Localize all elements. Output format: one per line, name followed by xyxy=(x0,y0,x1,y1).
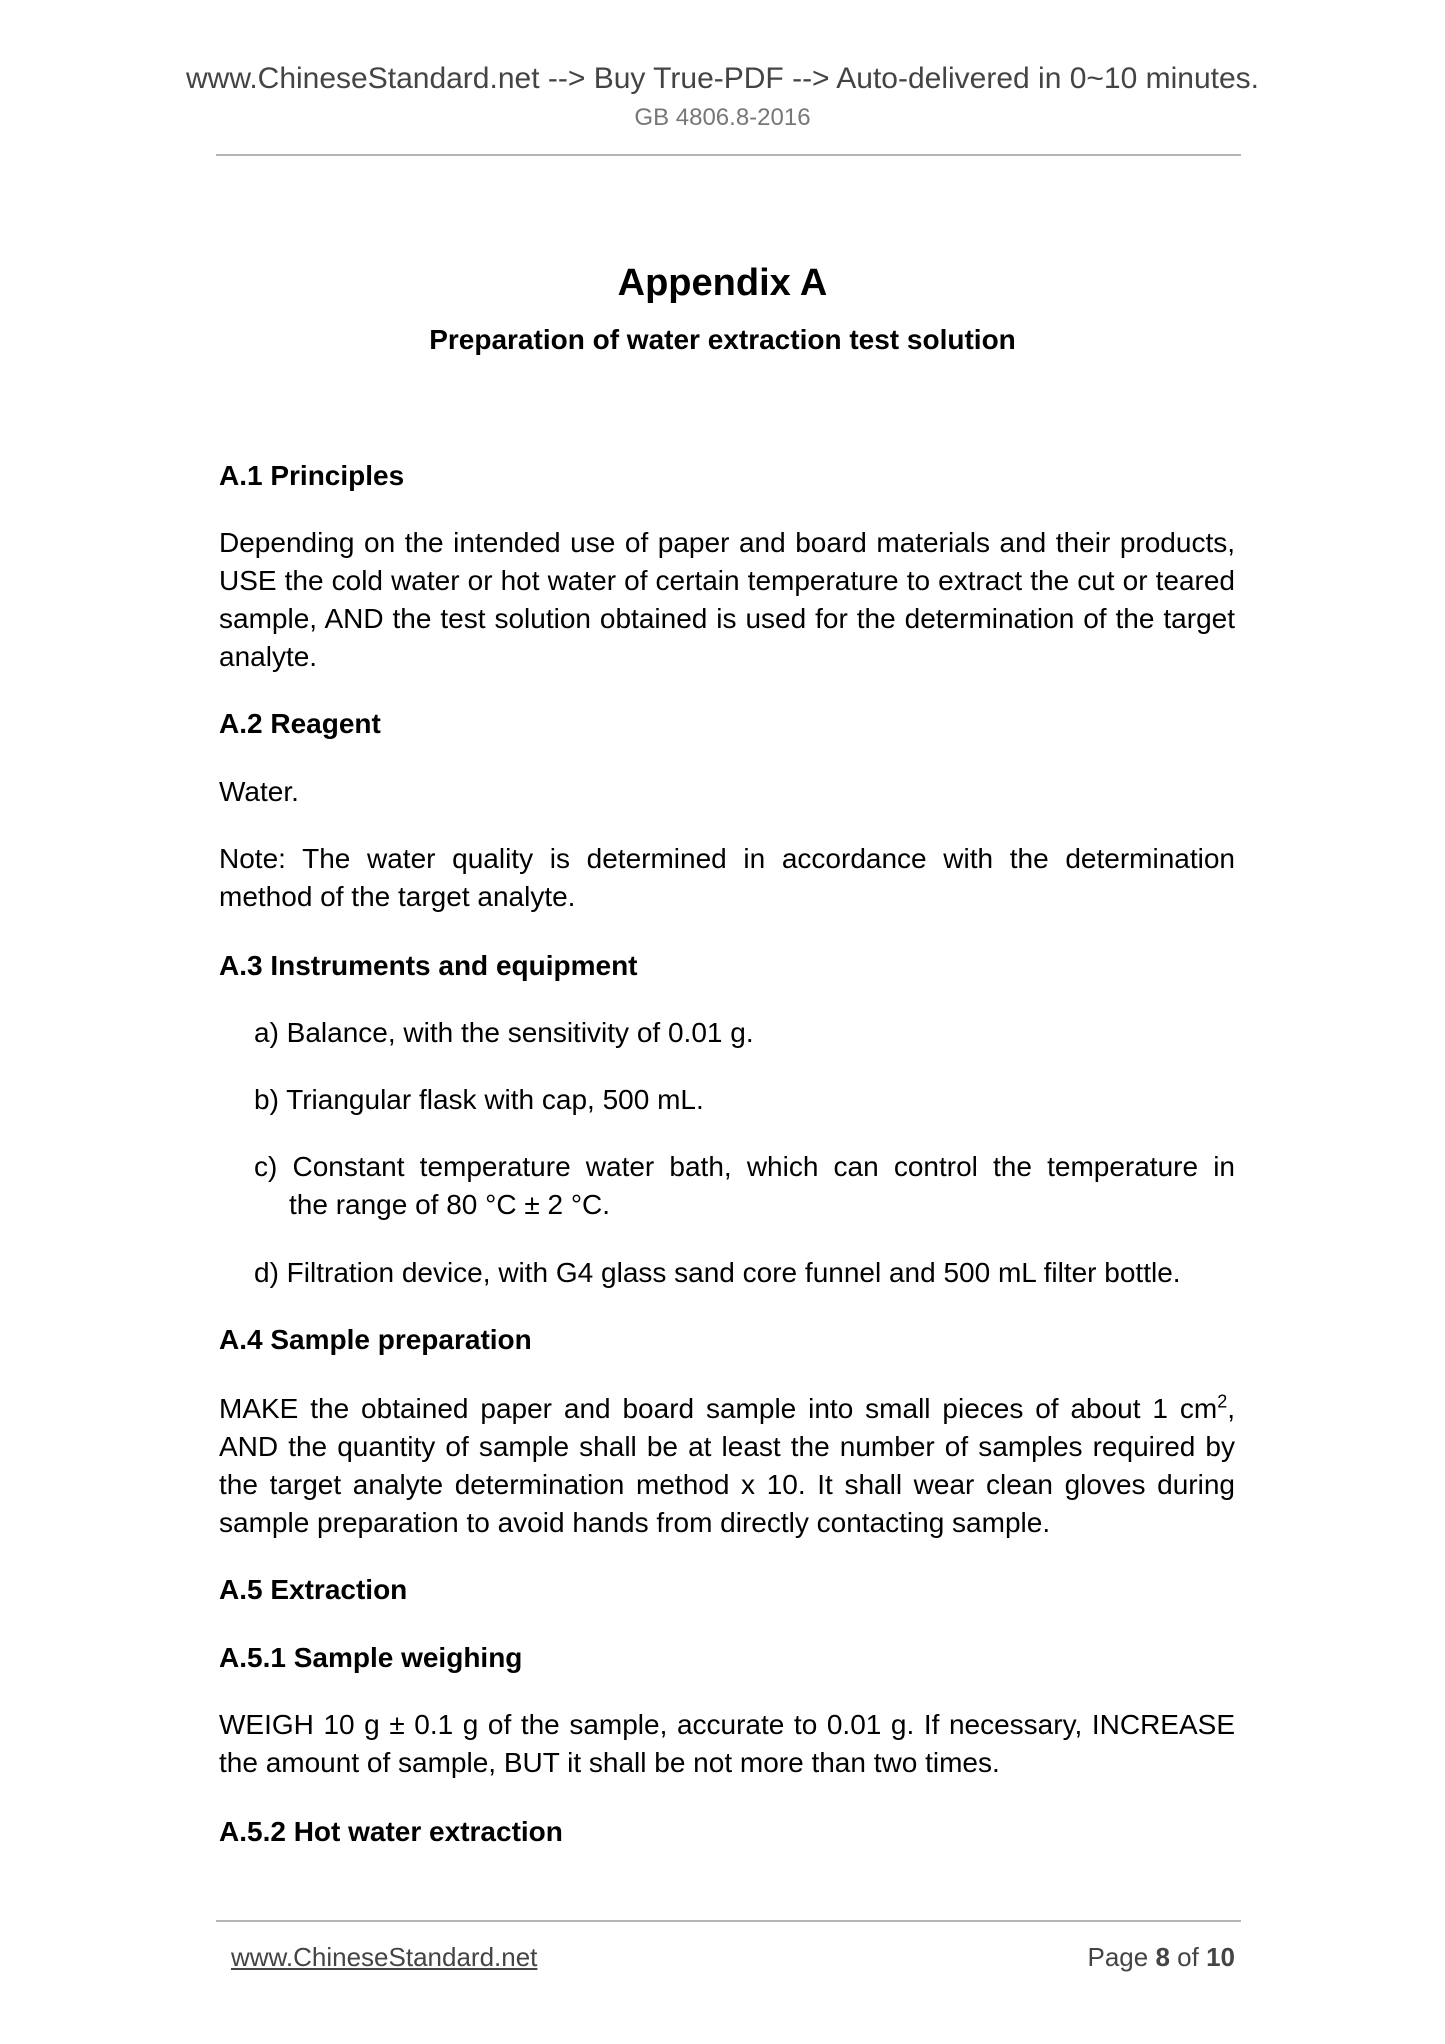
standard-number: GB 4806.8-2016 xyxy=(634,104,811,131)
paragraph-a51: WEIGH 10 g ± 0.1 g of the sample, accurate to 0.01 g. If necessary, INCREASE the amount of sample, BUT it shall be not more than two times. xyxy=(219,1709,1235,1778)
paragraph-a4 xyxy=(219,1390,1235,1542)
list-item: b) Triangular flask with cap, 500 mL. xyxy=(254,1084,704,1115)
footer-divider xyxy=(216,1920,1241,1922)
section-heading-a4: A.4 Sample preparation xyxy=(219,1324,532,1355)
paragraph-text: , AND the quantity of sample shall be at least the number of samples required by the target analyte determination method x 10. It shall wear clean gloves during sample preparation to avoid hands from directly contacting sample. xyxy=(219,1393,1235,1538)
paragraph-text: MAKE the obtained paper and board sample into small pieces of about 1 cm xyxy=(219,1393,1218,1424)
superscript: 2 xyxy=(1217,1391,1228,1412)
header-divider xyxy=(216,154,1241,156)
page-subtitle: Preparation of water extraction test solution xyxy=(429,324,1016,355)
section-heading-a52: A.5.2 Hot water extraction xyxy=(219,1816,563,1847)
section-heading-a51: A.5.1 Sample weighing xyxy=(219,1642,523,1673)
list-item: d) Filtration device, with G4 glass sand core funnel and 500 mL filter bottle. xyxy=(254,1257,1181,1288)
section-heading-a5: A.5 Extraction xyxy=(219,1574,408,1605)
section-heading-a2: A.2 Reagent xyxy=(219,708,381,739)
note-a2: Note: The water quality is determined in accordance with the determination method of the target analyte. xyxy=(219,843,1235,912)
page-title: Appendix A xyxy=(617,262,828,304)
page-label: Page xyxy=(1087,1942,1149,1972)
list-item-line: the range of 80 °C ± 2 °C. xyxy=(289,1189,611,1220)
list-item xyxy=(254,1148,1235,1224)
current-page: 8 xyxy=(1155,1942,1170,1972)
page-number xyxy=(1087,1940,1235,1974)
list-item-line: c) Constant temperature water bath, which can control the temperature in xyxy=(254,1151,1235,1182)
section-heading-a3: A.3 Instruments and equipment xyxy=(219,950,638,981)
header-banner: www.ChineseStandard.net --> Buy True-PDF --> Auto-delivered in 0~10 minutes. xyxy=(185,62,1260,95)
total-pages: 10 xyxy=(1206,1942,1235,1972)
of-label: of xyxy=(1177,1942,1199,1972)
footer-link[interactable]: www.ChineseStandard.net xyxy=(231,1942,538,1972)
paragraph-a2: Water. xyxy=(219,776,299,807)
paragraph-a1: Depending on the intended use of paper and board materials and their products, USE the cold water or hot water of certain temperature to extract the cut or teared sample, AND the test solution obtained is used for the determination of the target analyte. xyxy=(219,527,1235,672)
section-heading-a1: A.1 Principles xyxy=(219,460,405,491)
list-item: a) Balance, with the sensitivity of 0.01 g. xyxy=(254,1017,754,1048)
